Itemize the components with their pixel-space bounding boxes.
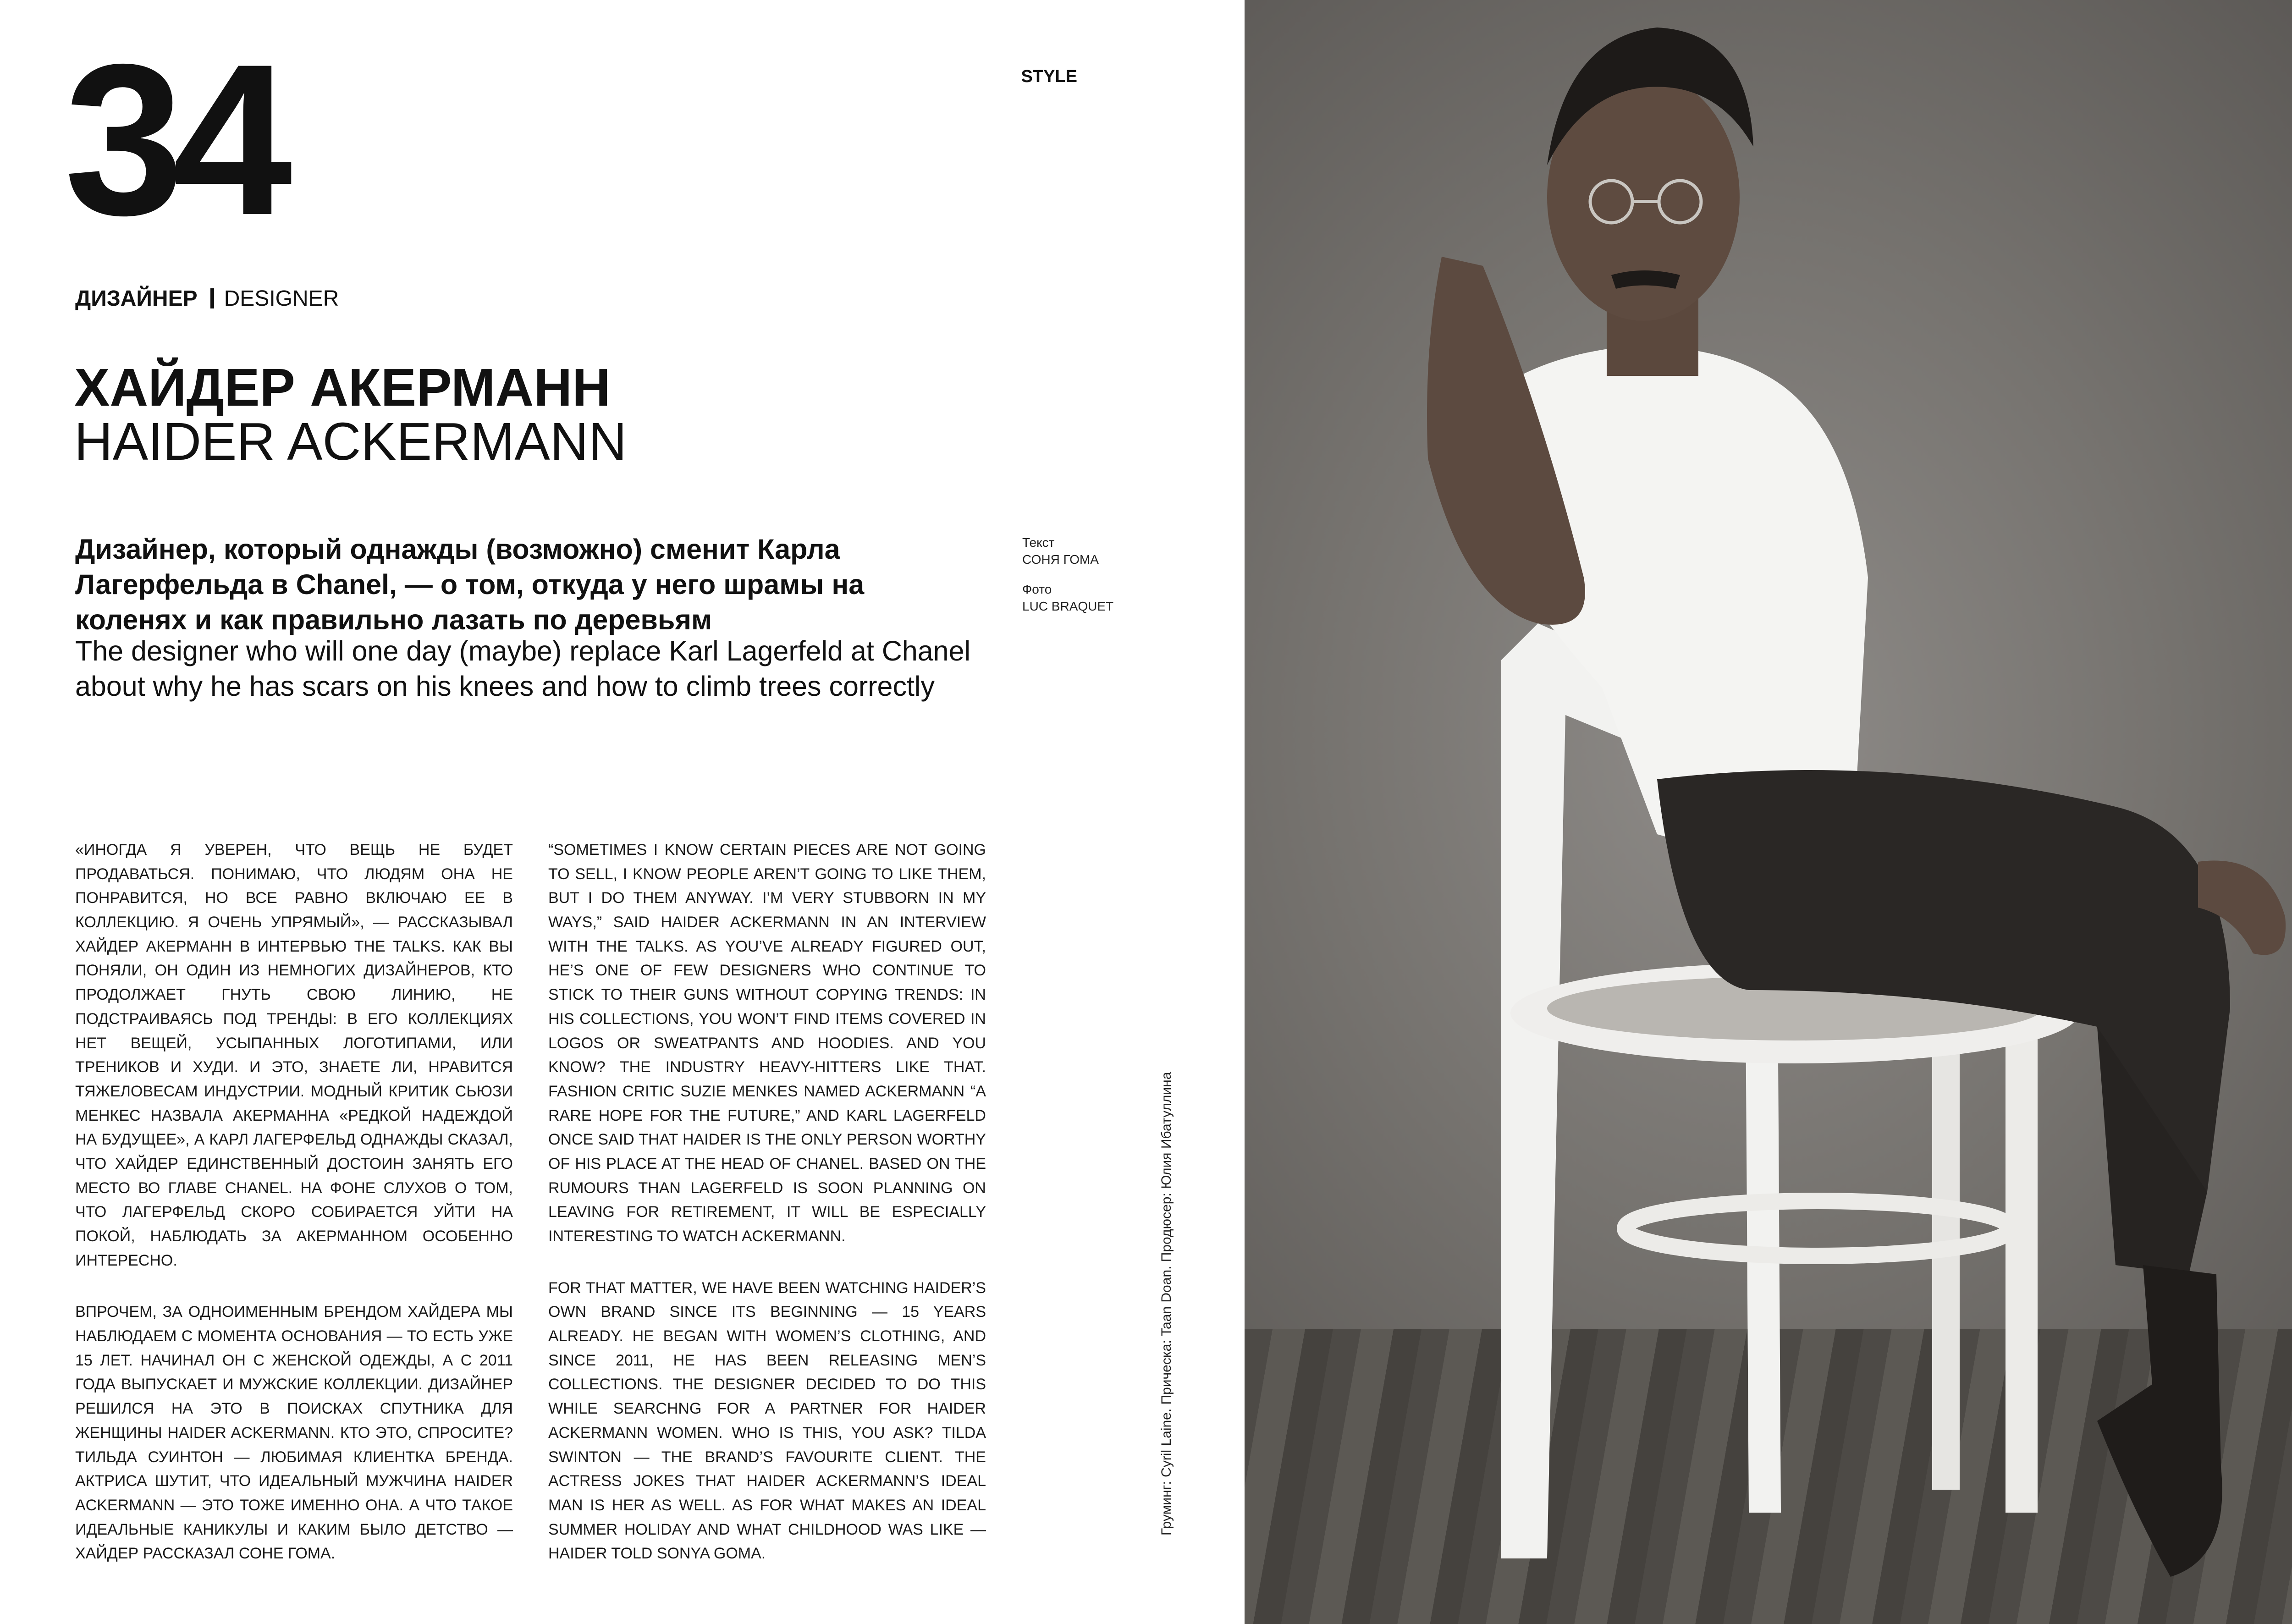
body-column-ru: [75, 838, 513, 1593]
body-ru-paragraph: «ИНОГДА Я УВЕРЕН, ЧТО ВЕЩЬ НЕ БУДЕТ ПРОДАВАТЬСЯ. ПОНИМАЮ, ЧТО ЛЮДЯМ ОНА НЕ ПОНРАВИТСЯ, НО ВСЕ РАВНО ВКЛЮЧАЮ ЕЕ В КОЛЛЕКЦИЮ. Я ОЧЕНЬ УПРЯМЫЙ», — РАССКАЗЫВАЛ ХАЙДЕР АКЕРМАНН В ИНТЕРВЬЮ THE TALKS. КАК ВЫ ПОНЯЛИ, ОН ОДИН ИЗ НЕМНОГИХ ДИЗАЙНЕРОВ, КТО ПРОДОЛЖАЕТ ГНУТЬ СВОЮ ЛИНИЮ, НЕ ПОДСТРАИВАЯСЬ ПОД ТРЕНДЫ: В ЕГО КОЛЛЕКЦИЯХ НЕТ ВЕЩЕЙ, УСЫПАННЫХ ЛОГОТИПАМИ, ИЛИ ТРЕНИКОВ И ХУДИ. И ЭТО, ЗНАЕТЕ ЛИ, НРАВИТСЯ ТЯЖЕЛОВЕСАМ ИНДУСТРИИ. МОДНЫЙ КРИТИК СЬЮЗИ МЕНКЕС НАЗВАЛА АКЕРМАННА «РЕДКОЙ НАДЕЖДОЙ НА БУДУЩЕЕ», А КАРЛ ЛАГЕРФЕЛЬД ОДНАЖДЫ СКАЗАЛ, ЧТО ХАЙДЕР ЕДИНСТВЕННЫЙ ДОСТОИН ЗАНЯТЬ ЕГО МЕСТО ВО ГЛАВЕ CHANEL. НА ФОНЕ СЛУХОВ О ТОМ, ЧТО ЛАГЕРФЕЛЬД СКОРО СОБИРАЕТСЯ УЙТИ НА ПОКОЙ, НАБЛЮДАТЬ ЗА АКЕРМАННОМ ОСОБЕННО ИНТЕРЕСНО.: [75, 841, 513, 1269]
text-credit-name: СОНЯ ГОМА: [1022, 552, 1099, 567]
category-en: DESIGNER: [224, 286, 339, 311]
section-label: STYLE: [1021, 67, 1077, 86]
title-ru: ХАЙДЕР АКЕРМАНН: [74, 358, 611, 417]
body-column-en: [548, 838, 986, 1593]
category-divider: [210, 288, 214, 308]
body-ru-paragraph: ВПРОЧЕМ, ЗА ОДНОИМЕННЫМ БРЕНДОМ ХАЙДЕРА МЫ НАБЛЮДАЕМ С МОМЕНТА ОСНОВАНИЯ — ТО ЕСТЬ УЖЕ 15 ЛЕТ. НАЧИНАЛ ОН С ЖЕНСКОЙ ОДЕЖДЫ, А С 2011 ГОДА ВЫПУСКАЕТ И МУЖСКИЕ КОЛЛЕКЦИИ. ДИЗАЙНЕР РЕШИЛСЯ НА ЭТО В ПОИСКАХ СПУТНИКА ДЛЯ ЖЕНЩИНЫ HAIDER ACKERMANN. КТО ЭТО, СПРОСИТЕ? ТИЛЬДА СУИНТОН — ЛЮБИМАЯ КЛИЕНТКА БРЕНДА. АКТРИСА ШУТИТ, ЧТО ИДЕАЛЬНЫЙ МУЖЧИНА HAIDER ACKERMANN — ЭТО ТОЖЕ ИМЕННО ОНА. А ЧТО ТАКОЕ ИДЕАЛЬНЫЕ КАНИКУЛЫ И КАКИМ БЫЛО ДЕТСТВО — ХАЙДЕР РАССКАЗАЛ СОНЕ ГОМА.: [75, 1303, 513, 1563]
vertical-credits: Груминг: Cyril Laine. Прическа: Taan Doan. Продюсер: Юлия Ибатуллина: [1159, 1072, 1174, 1536]
title-en: HAIDER ACKERMANN: [74, 412, 627, 471]
text-credit: [1022, 534, 1123, 568]
body-en-paragraph: “SOMETIMES I KNOW CERTAIN PIECES ARE NOT GOING TO SELL, I KNOW PEOPLE AREN’T GOING TO LIKE THEM, BUT I DO THEM ANYWAY. I’M VERY STUBBORN IN MY WAYS,” SAID HAIDER ACKERMANN IN AN INTERVIEW WITH THE TALKS. AS YOU’VE ALREADY FIGURED OUT, HE’S ONE OF FEW DESIGNERS WHO CONTINUE TO STICK TO THEIR GUNS WITHOUT COPYING TRENDS: IN HIS COLLECTIONS, YOU WON’T FIND ITEMS COVERED IN LOGOS OR SWEATPANTS AND HOODIES. AND YOU KNOW? THE INDUSTRY HEAVY-HITTERS LIKE THAT. FASHION CRITIC SUZIE MENKES NAMED ACKERMANN “A RARE HOPE FOR THE FUTURE,” AND KARL LAGERFELD ONCE SAID THAT HAIDER IS THE ONLY PERSON WORTHY OF HIS PLACE AT THE HEAD OF CHANEL. BASED ON THE RUMOURS THAN LAGERFELD IS SOON PLANNING ON LEAVING FOR RETIREMENT, IT WILL BE ESPECIALLY INTERESTING TO WATCH ACKERMANN.: [548, 841, 986, 1245]
portrait-figure: [1245, 0, 2292, 1624]
credits: [1022, 534, 1123, 628]
category-ru: ДИЗАЙНЕР: [75, 286, 198, 311]
photo-credit: [1022, 581, 1123, 615]
body-en-paragraph: FOR THAT MATTER, WE HAVE BEEN WATCHING HAIDER’S OWN BRAND SINCE ITS BEGINNING — 15 YEARS ALREADY. HE BEGAN WITH WOMEN’S CLOTHING, AND SINCE 2011, HE HAS BEEN RELEASING MEN’S COLLECTIONS. THE DESIGNER DECIDED TO DO THIS WHILE SEARCHNG FOR A PARTNER FOR HAIDER ACKERMANN WOMEN. WHO IS THIS, YOU ASK? TILDA SWINTON — THE BRAND’S FAVOURITE CLIENT. THE ACTRESS JOKES THAT HAIDER ACKERMANN’S IDEAL MAN IS HER AS WELL. AS FOR WHAT MAKES AN IDEAL SUMMER HOLIDAY AND WHAT CHILDHOOD WAS LIKE — HAIDER TOLD SONYA GOMA.: [548, 1279, 986, 1563]
text-credit-role: Текст: [1022, 535, 1055, 550]
photo-credit-name: LUC BRAQUET: [1022, 599, 1114, 613]
lead-ru: Дизайнер, который однажды (возможно) сменит Карла Лагерфельда в Chanel, — о том, откуда у него шрамы на коленях и как правильно лазать по деревьям: [75, 534, 865, 635]
photo-credit-role: Фото: [1022, 582, 1052, 596]
page-number: 34: [64, 19, 281, 260]
lead-en: The designer who will one day (maybe) replace Karl Lagerfeld at Chanel about why he has scars on his knees and how to climb trees correctly: [75, 635, 971, 702]
category-line: [75, 288, 339, 310]
portrait-photo: [1245, 0, 2292, 1624]
